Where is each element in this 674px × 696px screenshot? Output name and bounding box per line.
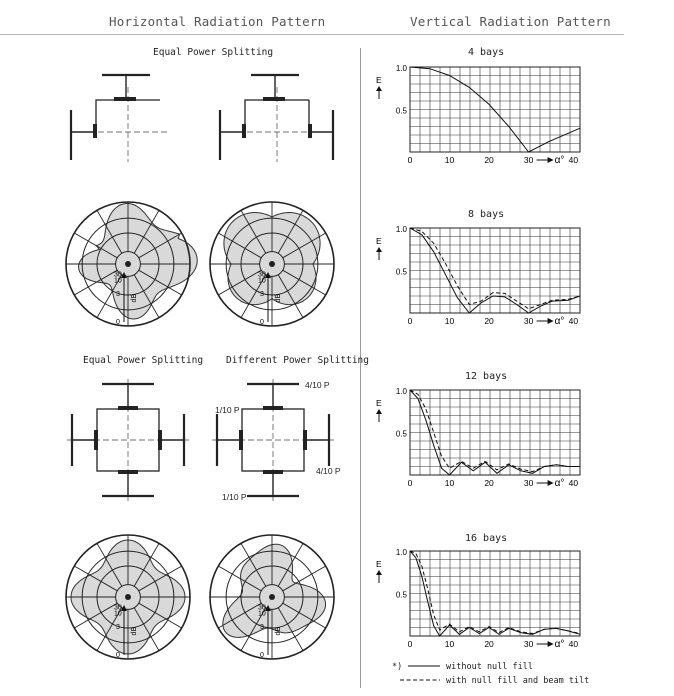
x-tick-label-40: 40 <box>568 478 579 488</box>
vertical-chart-4 <box>376 548 580 650</box>
legend-marker: *) <box>392 662 403 672</box>
x-tick-label-20: 20 <box>484 316 494 326</box>
scale-tick-0: 0 <box>116 652 120 659</box>
scale-tick-3: 3 <box>116 624 120 632</box>
scale-unit: dB <box>275 293 282 303</box>
x-tick-label-10: 10 <box>444 155 455 165</box>
scale-tick-0: 0 <box>260 319 264 326</box>
x-axis-arrowhead <box>548 480 554 486</box>
y-axis-label: E <box>376 559 382 569</box>
scale-tick-30: 30 <box>258 604 266 612</box>
power-label-2: 1/10 P <box>215 405 240 415</box>
y-tick-label-0.5: 0.5 <box>395 267 407 277</box>
x-tick-label-20: 20 <box>484 478 494 488</box>
chart-title-12-bays: 12 bays <box>465 371 508 382</box>
chart-title-4-bays: 4 bays <box>468 47 505 58</box>
scale-tick-10: 10 <box>258 277 266 285</box>
vertical-chart-2 <box>376 225 580 327</box>
scale-tick-10: 10 <box>114 610 122 618</box>
equal-power-label-top: Equal Power Splitting <box>153 47 274 58</box>
chart-title-8-bays: 8 bays <box>468 209 505 220</box>
scale-tick-0: 0 <box>260 652 264 659</box>
chart-title-16-bays: 16 bays <box>465 533 508 544</box>
y-axis-label: E <box>376 236 382 246</box>
y-axis-arrowhead <box>376 247 382 252</box>
x-tick-label-20: 20 <box>484 155 494 165</box>
x-tick-label-10: 10 <box>444 478 455 488</box>
x-tick-label-40: 40 <box>568 639 579 649</box>
scale-tick-10: 10 <box>114 277 122 285</box>
vertical-pattern-heading: Vertical Radiation Pattern <box>410 14 611 29</box>
power-label-4: 1/10 P <box>222 492 247 502</box>
series-with-null-fill <box>410 551 580 634</box>
scale-tick-10: 10 <box>258 610 266 618</box>
x-axis-label: α° <box>554 155 565 166</box>
x-tick-label-40: 40 <box>568 155 579 165</box>
scale-unit: dB <box>131 626 138 636</box>
x-tick-label-10: 10 <box>444 639 455 649</box>
power-label-1: 4/10 P <box>305 380 330 390</box>
equal-power-label-bottom: Equal Power Splitting <box>83 355 204 366</box>
scale-tick-3: 3 <box>116 291 120 299</box>
x-axis-label: α° <box>554 478 565 489</box>
x-tick-label-30: 30 <box>523 316 534 326</box>
x-axis-label: α° <box>554 639 565 650</box>
y-tick-label-1.0: 1.0 <box>395 225 407 234</box>
series-with-null-fill <box>410 390 580 472</box>
x-tick-label-30: 30 <box>523 639 534 649</box>
x-tick-label-10: 10 <box>444 316 455 326</box>
different-power-label: Different Power Splitting <box>226 355 369 366</box>
y-tick-label-0.5: 0.5 <box>395 429 407 439</box>
x-tick-label-0: 0 <box>407 639 413 649</box>
x-tick-label-30: 30 <box>523 155 534 165</box>
scale-tick-30: 30 <box>258 271 266 279</box>
x-axis-arrowhead <box>548 318 554 324</box>
scale-tick-3: 3 <box>260 291 264 299</box>
x-axis-arrowhead <box>548 157 554 163</box>
y-tick-label-1.0: 1.0 <box>395 548 407 557</box>
y-tick-label-0.5: 0.5 <box>395 590 407 600</box>
x-tick-label-0: 0 <box>407 316 413 326</box>
legend-dashed-label: with null fill and beam tilt <box>446 676 590 686</box>
vertical-chart-1 <box>376 64 580 166</box>
x-tick-label-0: 0 <box>407 478 413 488</box>
y-axis-label: E <box>376 75 382 85</box>
y-axis-label: E <box>376 398 382 408</box>
y-tick-label-0.5: 0.5 <box>395 106 407 116</box>
scale-tick-30: 30 <box>114 604 122 612</box>
y-tick-label-1.0: 1.0 <box>395 387 407 396</box>
vertical-chart-3 <box>376 387 580 489</box>
y-axis-arrowhead <box>376 86 382 91</box>
scale-unit: dB <box>131 293 138 303</box>
scale-unit: dB <box>275 626 282 636</box>
x-tick-label-20: 20 <box>484 639 494 649</box>
y-tick-label-1.0: 1.0 <box>395 64 407 73</box>
y-axis-arrowhead <box>376 409 382 414</box>
power-label-3: 4/10 P <box>316 466 341 476</box>
x-axis-label: α° <box>554 316 565 327</box>
scale-tick-30: 30 <box>114 271 122 279</box>
x-tick-label-30: 30 <box>523 478 534 488</box>
series-with-null-fill <box>410 228 580 309</box>
x-tick-label-0: 0 <box>407 155 413 165</box>
scale-tick-0: 0 <box>116 319 120 326</box>
x-axis-arrowhead <box>548 641 554 647</box>
scale-tick-3: 3 <box>260 624 264 632</box>
y-axis-arrowhead <box>376 570 382 575</box>
horizontal-pattern-heading: Horizontal Radiation Pattern <box>109 14 326 29</box>
legend-solid-label: without null fill <box>446 662 533 672</box>
x-tick-label-40: 40 <box>568 316 579 326</box>
